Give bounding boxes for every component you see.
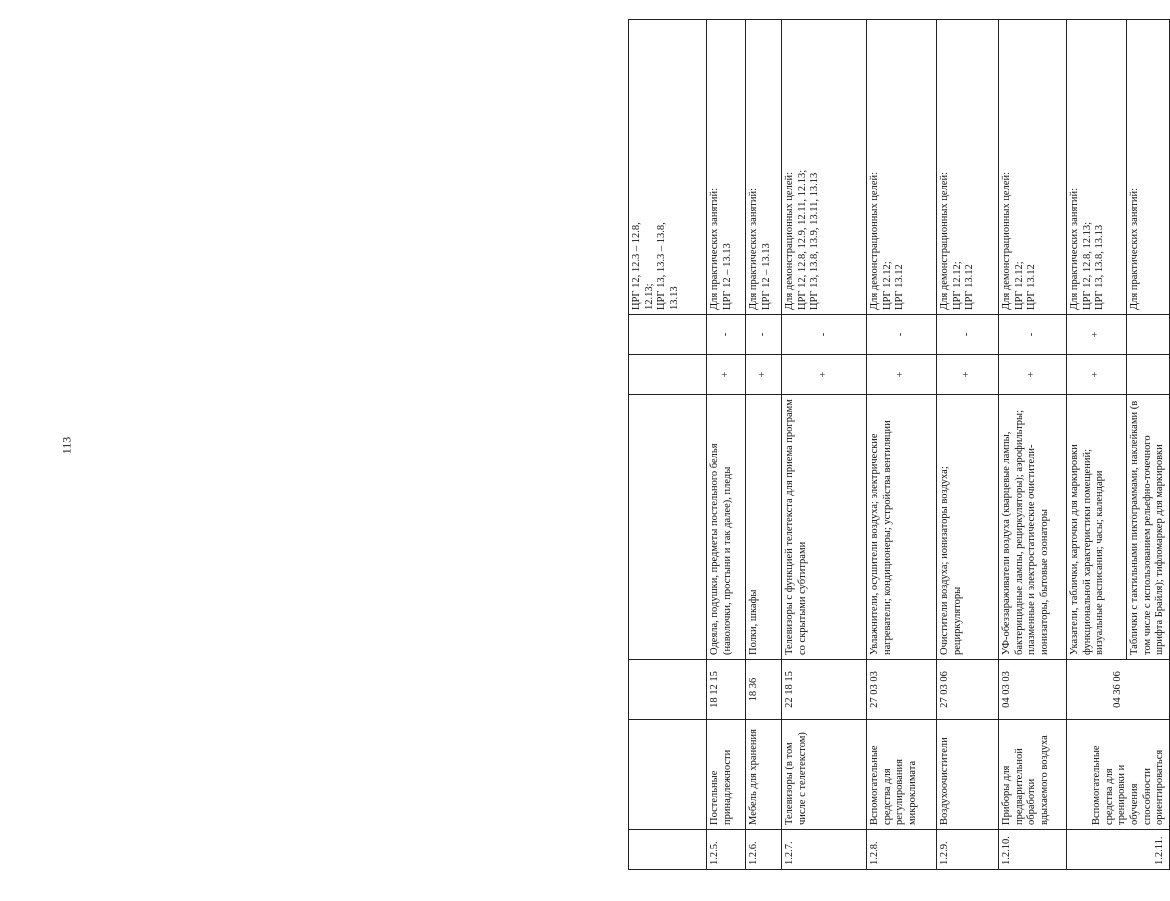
table-row — [746, 20, 782, 870]
row-number: 1.2.11. — [1067, 830, 1170, 870]
note-line: Для практических занятий: — [709, 187, 720, 310]
note-line: 12.13; — [643, 283, 655, 310]
item-name: Приборы для предварительной обработки вдыхаемого воздуха — [999, 720, 1067, 830]
row-number: 1.2.8. — [867, 830, 937, 870]
note-cell — [707, 20, 746, 315]
page-number: 113 — [59, 436, 74, 455]
mark-2 — [1127, 315, 1170, 355]
table-row — [999, 20, 1067, 870]
item-description: Телевизоры с функцией телетекста для приема программ со скрытыми субтитрами — [782, 395, 867, 660]
table-cell — [629, 395, 707, 660]
item-description: Одеяла, подушки, предметы постельного белья (наволочки, простыни и так далее), пледы — [707, 395, 746, 660]
note-cell — [746, 20, 782, 315]
note-line: ЦРГ 12, 12.3 – 12.8, — [631, 222, 642, 310]
mark-1: + — [867, 355, 937, 395]
note-cell — [629, 20, 707, 315]
item-code: 18 12 15 — [707, 660, 746, 720]
note-line: ЦРГ 12.12; — [1013, 261, 1025, 310]
mark-2: - — [937, 315, 999, 355]
note-line: ЦРГ 12, 12.8, 12.9, 12.11, 12.13; — [796, 169, 808, 310]
table-row-continuation — [629, 20, 707, 870]
mark-2: - — [999, 315, 1067, 355]
mark-1: + — [1067, 355, 1127, 395]
mark-1: + — [999, 355, 1067, 395]
note-line: ЦРГ 13, 13.8, 13.13 — [1094, 224, 1106, 310]
mark-1: + — [782, 355, 867, 395]
item-description: Полки, шкафы — [746, 395, 782, 660]
note-line: Для демонстрационных целей: — [784, 171, 795, 310]
mark-1: + — [707, 355, 746, 395]
row-number: 1.2.7. — [782, 830, 867, 870]
item-name: Телевизоры (в том числе с телетекстом) — [782, 720, 867, 830]
note-line: ЦРГ 12 – 13.13 — [760, 243, 772, 310]
equipment-table — [628, 19, 1170, 870]
table-row — [782, 20, 867, 870]
note-cell — [937, 20, 999, 315]
mark-1 — [1127, 355, 1170, 395]
item-name: Вспомогательные средства для регулирования микроклимата — [867, 720, 937, 830]
note-line: ЦРГ 12, 12.8, 12.13; — [1081, 221, 1093, 310]
table-cell — [629, 830, 707, 870]
item-name: Вспомогательные средства для тренировки и обучения способности ориентироваться — [1067, 720, 1170, 830]
note-line: Для демонстрационных целей: — [939, 171, 950, 310]
table-cell — [629, 355, 707, 395]
item-code: 04 36 06 — [1067, 660, 1170, 720]
note-line: ЦРГ 13, 13.8, 13.9, 13.11, 13.13 — [809, 172, 821, 310]
item-name: Мебель для хранения — [746, 720, 782, 830]
item-code: 27 03 03 — [867, 660, 937, 720]
mark-2: - — [782, 315, 867, 355]
note-line: ЦРГ 12.12; — [951, 261, 963, 310]
mark-2: + — [1067, 315, 1127, 355]
item-name: Воздухоочистители — [937, 720, 999, 830]
item-code: 18 36 — [746, 660, 782, 720]
table-cell — [629, 315, 707, 355]
row-number: 1.2.6. — [746, 830, 782, 870]
note-line: 13.13 — [668, 286, 680, 310]
note-line: ЦРГ 12 – 13.13 — [721, 243, 733, 310]
item-description: Увлажнители, осушители воздуха; электрические нагреватели; кондиционеры; устройства вентиляции — [867, 395, 937, 660]
table-cell — [629, 720, 707, 830]
note-cell — [867, 20, 937, 315]
item-code: 27 03 06 — [937, 660, 999, 720]
mark-1: + — [746, 355, 782, 395]
note-line: ЦРГ 13.12 — [894, 264, 906, 310]
note-line: Для практических занятий: — [1069, 187, 1080, 310]
table-cell — [629, 660, 707, 720]
table-row — [867, 20, 937, 870]
row-number: 1.2.5. — [707, 830, 746, 870]
note-line: ЦРГ 13.12 — [1026, 264, 1038, 310]
item-description: Таблички с тактильными пиктограммами, наклейками (в том числе с использованием рельефно-точечного шрифта Брайля); тифломаркер для маркировки — [1127, 395, 1170, 660]
item-code: 04 03 03 — [999, 660, 1067, 720]
note-cell — [782, 20, 867, 315]
note-line: Для практических занятий: — [748, 187, 759, 310]
item-description: Указатели, таблички, карточки для маркировки функциональной характеристики помещений; визуальные расписания; часы; календари — [1067, 395, 1127, 660]
note-cell — [1127, 20, 1170, 315]
row-number: 1.2.10. — [999, 830, 1067, 870]
note-cell — [1067, 20, 1127, 315]
note-line: ЦРГ 12.12; — [881, 261, 893, 310]
item-description: Очистители воздуха; ионизаторы воздуха; рециркуляторы — [937, 395, 999, 660]
mark-2: - — [746, 315, 782, 355]
mark-2: - — [707, 315, 746, 355]
note-cell — [999, 20, 1067, 315]
item-description: УФ-обеззараживатели воздуха (кварцевые лампы, бактерицидные лампы, рециркуляторы); аэрофильтры; плазменные и электростатические очистители-ионизаторы, бытовые озонаторы — [999, 395, 1067, 660]
note-line: ЦРГ 13, 13.3 – 13.8, — [656, 222, 668, 310]
note-line: Для демонстрационных целей: — [1001, 171, 1012, 310]
note-line: Для демонстрационных целей: — [869, 171, 880, 310]
table-row — [1067, 20, 1127, 870]
note-line: ЦРГ 13.12 — [964, 264, 976, 310]
table-row — [937, 20, 999, 870]
note-line: Для практических занятий: — [1129, 187, 1140, 310]
mark-1: + — [937, 355, 999, 395]
table-row — [707, 20, 746, 870]
item-code: 22 18 15 — [782, 660, 867, 720]
row-number: 1.2.9. — [937, 830, 999, 870]
rotated-table-wrapper — [628, 20, 1166, 870]
item-name: Постельные принадлежности — [707, 720, 746, 830]
mark-2: - — [867, 315, 937, 355]
